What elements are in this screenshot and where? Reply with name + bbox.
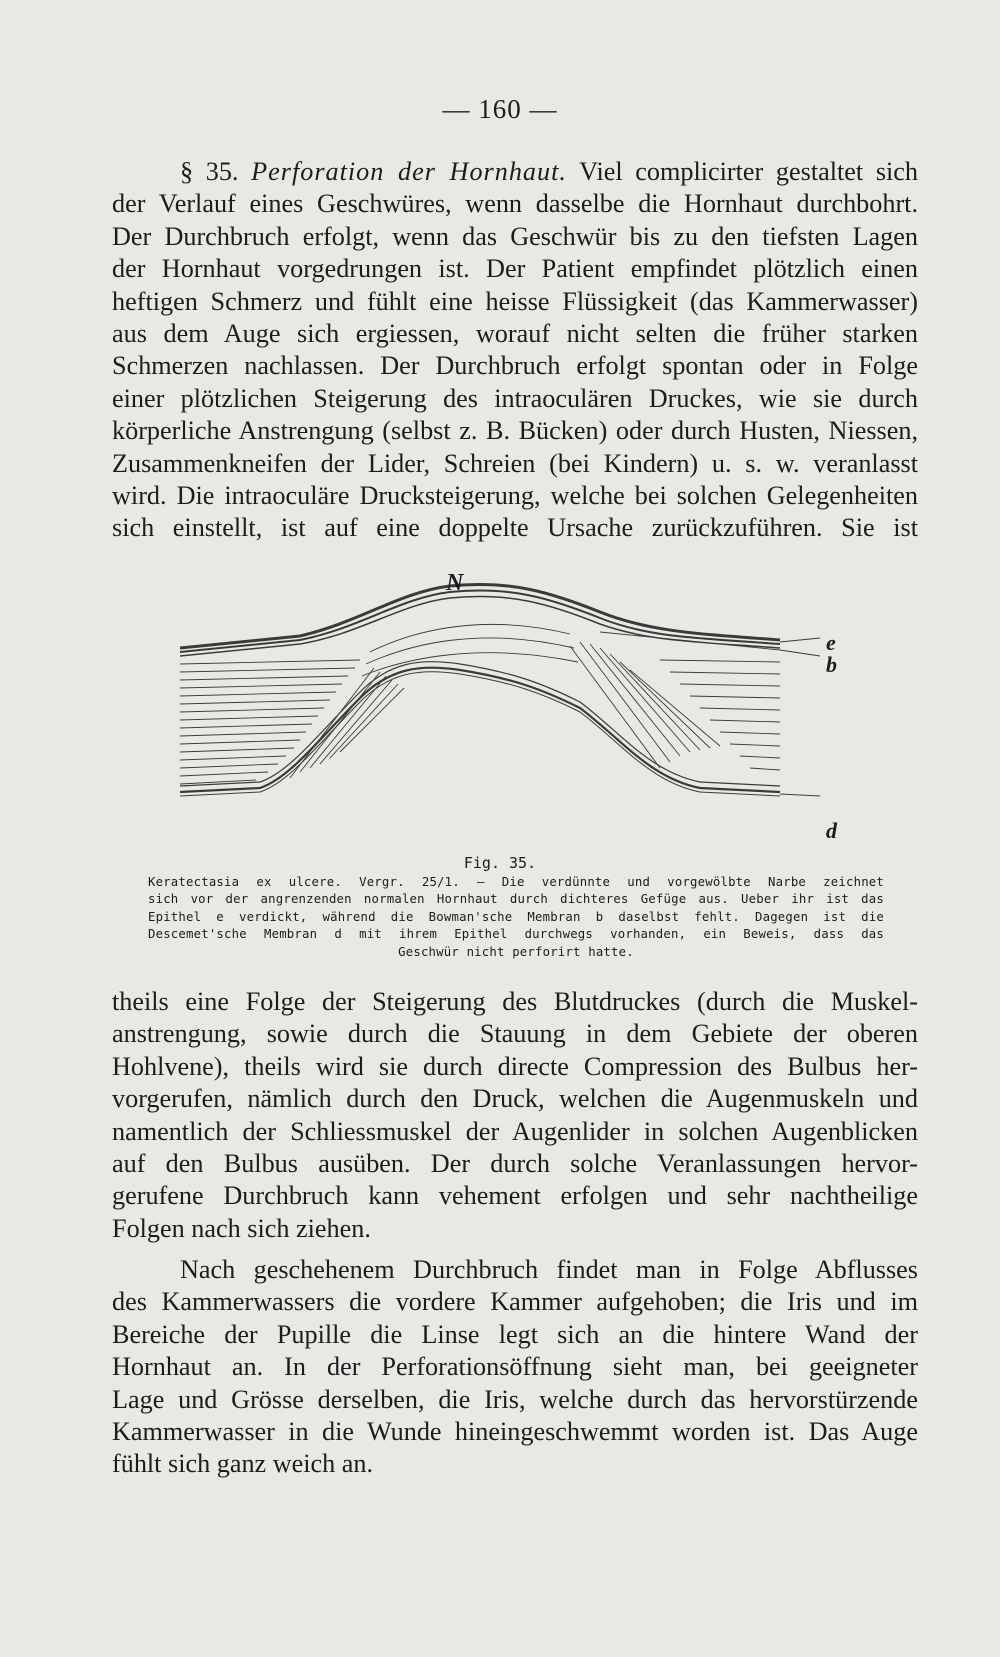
text-line: anstrengung, sowie durch die Stauung in dem Gebiete der oberen: [112, 1019, 918, 1049]
figure-keratectasia-illustration: [180, 572, 860, 847]
section-number: § 35.: [180, 157, 239, 186]
text-line: aus dem Auge sich ergiessen, worauf nicht selten die früher starken: [112, 319, 918, 349]
caption-line: Descemet'sche Membran d mit ihrem Epithel durchwegs vorhanden, ein Beweis, dass das: [148, 927, 884, 942]
paragraph-continuation: [112, 986, 918, 1245]
text-line: der Verlauf eines Geschwüres, wenn dasselbe die Hornhaut durchbohrt.: [112, 189, 918, 219]
text-line: Hornhaut an. In der Perforationsöffnung sieht man, bei geeigneter: [112, 1352, 918, 1382]
text-line: Folgen nach sich ziehen.: [112, 1213, 371, 1243]
figure-label-d: d: [826, 818, 837, 843]
figure-label-n: N: [446, 570, 464, 596]
text-line: namentlich der Schliessmuskel der Augenlider in solchen Augenblicken: [112, 1116, 918, 1146]
page-number: — 160 —: [442, 94, 558, 124]
figure-number: Fig. 35.: [463, 854, 537, 872]
text-line: des Kammerwassers die vordere Kammer aufgehoben; die Iris und im: [112, 1287, 918, 1317]
text-line: auf den Bulbus ausüben. Der durch solche Veranlassungen hervor-: [112, 1149, 918, 1179]
text-line: vorgerufen, nämlich durch den Druck, welchen die Augenmuskeln und: [112, 1084, 918, 1114]
caption-line: Epithel e verdickt, während die Bowman'sche Membran b daselbst fehlt. Dagegen ist die: [148, 909, 884, 924]
text-line: Zusammenkneifen der Lider, Schreien (bei Kindern) u. s. w. veranlasst: [112, 448, 918, 478]
figure-label-e: e: [826, 630, 836, 655]
text-line: einer plötzlichen Steigerung des intraoculären Druckes, wie sie durch: [112, 383, 918, 413]
text-line: § 35. Perforation der Hornhaut. Viel complicirter gestaltet sich: [180, 157, 919, 186]
section-title: Perforation der Hornhaut.: [251, 157, 567, 186]
caption-line: sich vor der angrenzenden normalen Hornhaut durch dichteres Gefüge aus. Ueber ihr ist das: [148, 892, 884, 907]
text-line: heftigen Schmerz und fühlt eine heisse Flüssigkeit (das Kammerwasser): [112, 286, 918, 316]
text-line: Lage und Grösse derselben, die Iris, welche durch das hervorstürzende: [112, 1384, 918, 1414]
caption-line: Geschwür nicht perforirt hatte.: [398, 944, 634, 959]
text-line: theils eine Folge der Steigerung des Blutdruckes (durch die Muskel-: [112, 987, 918, 1016]
text-line: gerufene Durchbruch kann vehement erfolgen und sehr nachtheilige: [112, 1181, 918, 1211]
text-line: fühlt sich ganz weich an.: [112, 1449, 374, 1479]
text-line: Schmerzen nachlassen. Der Durchbruch erfolgt spontan oder in Folge: [112, 351, 918, 381]
text-line: körperliche Anstrengung (selbst z. B. Bücken) oder durch Husten, Niessen,: [112, 416, 918, 446]
text-line: Bereiche der Pupille die Linse legt sich an die hintere Wand der: [112, 1319, 918, 1349]
text-line: Hohlvene), theils wird sie durch directe Compression des Bulbus her-: [112, 1051, 918, 1081]
figure-caption: [148, 874, 884, 961]
text-line: Nach geschehenem Durchbruch findet man in Folge Abflusses: [180, 1255, 918, 1284]
text-line: Kammerwasser in die Wunde hineingeschwemmt worden ist. Das Auge: [112, 1417, 918, 1447]
caption-line: Keratectasia ex ulcere. Vergr. 25/1. — Die verdünnte und vorgewölbte Narbe zeichnet: [148, 875, 884, 889]
paragraph-after-perforation: [112, 1254, 918, 1481]
figure-label-b: b: [826, 652, 837, 677]
text-line: der Hornhaut vorgedrungen ist. Der Patient empfindet plötzlich einen: [112, 254, 918, 284]
text-line: wird. Die intraoculäre Drucksteigerung, welche bei solchen Gelegenheiten: [112, 481, 918, 511]
text-line: sich einstellt, ist auf eine doppelte Ursache zurückzuführen. Sie ist: [112, 513, 918, 543]
paragraph-perforation: [112, 156, 918, 545]
text-line: Der Durchbruch erfolgt, wenn das Geschwür bis zu den tiefsten Lagen: [112, 221, 918, 251]
